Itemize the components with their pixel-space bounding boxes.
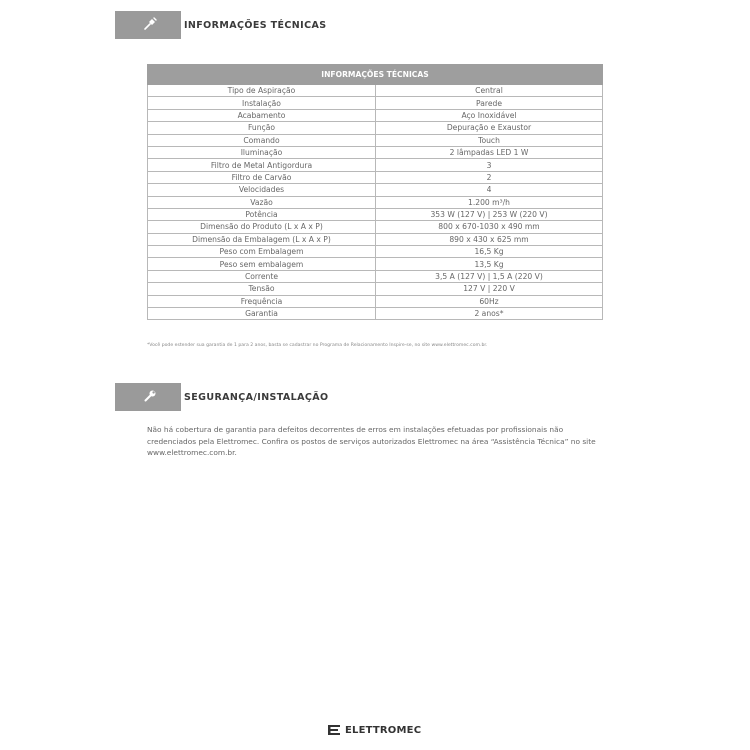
spec-value: 890 x 430 x 625 mm [376,233,603,245]
spec-value: 13,5 Kg [376,258,603,270]
spec-value: 3,5 A (127 V) | 1,5 A (220 V) [376,270,603,282]
spec-label: Filtro de Metal Antigordura [148,159,376,171]
table-row [148,258,603,270]
spec-label: Tipo de Aspiração [148,85,376,97]
tech-info-title: INFORMAÇÕES TÉCNICAS [184,19,327,31]
table-row [148,246,603,258]
table-row [148,196,603,208]
spec-label: Corrente [148,270,376,282]
spec-value: 800 x 670-1030 x 490 mm [376,221,603,233]
table-row [148,109,603,121]
spec-value: 60Hz [376,295,603,307]
spec-value: 3 [376,159,603,171]
spec-label: Tensão [148,283,376,295]
spec-label: Potência [148,208,376,220]
spec-value: 127 V | 220 V [376,283,603,295]
table-row [148,270,603,282]
spec-value: Touch [376,134,603,146]
table-row [148,308,603,320]
spec-label: Peso com Embalagem [148,246,376,258]
table-row [148,171,603,183]
spec-value: 2 [376,171,603,183]
spec-label: Garantia [148,308,376,320]
spec-label: Filtro de Carvão [148,171,376,183]
tech-spec-table [147,64,603,320]
elettromec-logo-icon [327,724,341,736]
table-row [148,283,603,295]
brand-name: ELETTROMEC [345,724,422,736]
spec-label: Comando [148,134,376,146]
table-row [148,295,603,307]
spec-label: Dimensão do Produto (L x A x P) [148,221,376,233]
install-header [115,383,328,411]
table-body [148,85,603,320]
table-row [148,233,603,245]
spec-value: 2 anos* [376,308,603,320]
spec-label: Função [148,122,376,134]
spec-value: 16,5 Kg [376,246,603,258]
table-row [148,184,603,196]
table-row [148,134,603,146]
spec-value: 2 lâmpadas LED 1 W [376,146,603,158]
table-row [148,97,603,109]
spec-value: 353 W (127 V) | 253 W (220 V) [376,208,603,220]
wrench-icon [143,389,157,403]
table-header: INFORMAÇÕES TÉCNICAS [148,65,603,85]
table-row [148,85,603,97]
spec-label: Vazão [148,196,376,208]
table-row [148,122,603,134]
spec-value: 1.200 m³/h [376,196,603,208]
spec-value: Aço Inoxidável [376,109,603,121]
table-row [148,146,603,158]
install-tab [115,383,181,411]
spec-value: Depuração e Exaustor [376,122,603,134]
install-title: SEGURANÇA/INSTALAÇÃO [184,391,329,403]
table-row [148,208,603,220]
warranty-footnote: *Você pode estender sua garantia de 1 para 2 anos, basta se cadastrar no Programa de Relacionamento Inspire-se, no site www.elettromec.com.br. [147,343,488,348]
table-header-row [148,65,603,85]
table-row [148,159,603,171]
tech-info-header [115,11,326,39]
spec-label: Instalação [148,97,376,109]
spec-value: Parede [376,97,603,109]
elettromec-logo [327,724,421,736]
spec-label: Dimensão da Embalagem (L x A x P) [148,233,376,245]
spec-label: Acabamento [148,109,376,121]
install-paragraph: Não há cobertura de garantia para defeitos decorrentes de erros em instalações efetuadas por profissionais não credenciados pela Elettromec. Confira os postos de serviços autorizados Elettromec na área “Assistência Técnica” no site www.elettromec.com.br. [147,425,596,457]
spec-value: 4 [376,184,603,196]
spec-label: Frequência [148,295,376,307]
spec-value: Central [376,85,603,97]
tech-info-tab [115,11,181,39]
spec-label: Peso sem embalagem [148,258,376,270]
spec-label: Velocidades [148,184,376,196]
table-row [148,221,603,233]
spec-label: Iluminação [148,146,376,158]
screwdriver-icon [143,17,157,31]
